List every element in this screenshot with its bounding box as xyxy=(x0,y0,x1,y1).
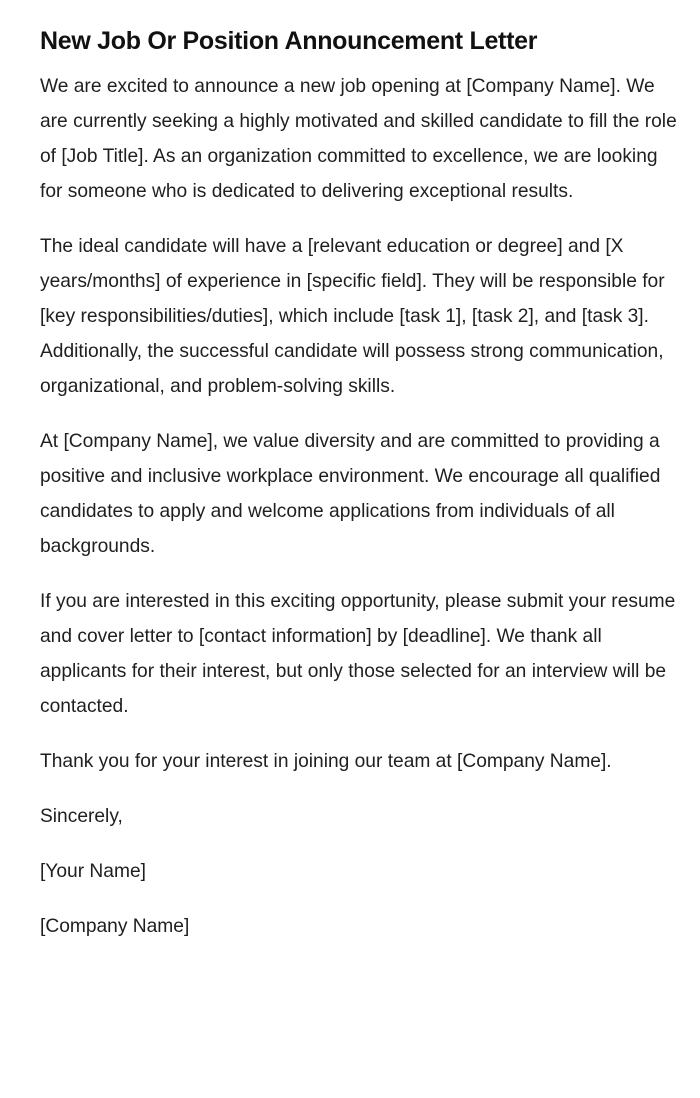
letter-title: New Job Or Position Announcement Letter xyxy=(40,27,538,55)
paragraph-thanks: Thank you for your interest in joining our team at [Company Name]. xyxy=(40,751,612,772)
paragraph-diversity: At [Company Name], we value diversity and are committed to providing a positive and inclusive workplace environment. We encourage all qualified candidates to apply and welcome applications from individuals of all backgrounds. xyxy=(40,431,661,557)
letter-document xyxy=(40,22,680,964)
paragraph-intro: We are excited to announce a new job opening at [Company Name]. We are currently seeking a highly motivated and skilled candidate to fill the role of [Job Title]. As an organization committed to excellence, we are looking for someone who is dedicated to delivering exceptional results. xyxy=(40,76,677,202)
signature-company: [Company Name] xyxy=(40,916,190,937)
closing-salutation: Sincerely, xyxy=(40,806,123,827)
paragraph-application: If you are interested in this exciting opportunity, please submit your resume and cover letter to [contact information] by [deadline]. We thank all applicants for their interest, but only those selected for an interview will be contacted. xyxy=(40,591,676,717)
signature-name: [Your Name] xyxy=(40,861,146,882)
paragraph-requirements: The ideal candidate will have a [relevant education or degree] and [X years/months] of experience in [specific field]. They will be responsible for [key responsibilities/duties], which include [task 1], [task 2], and [task 3]. Additionally, the successful candidate will possess strong communication, organizational, and problem-solving skills. xyxy=(40,236,665,397)
